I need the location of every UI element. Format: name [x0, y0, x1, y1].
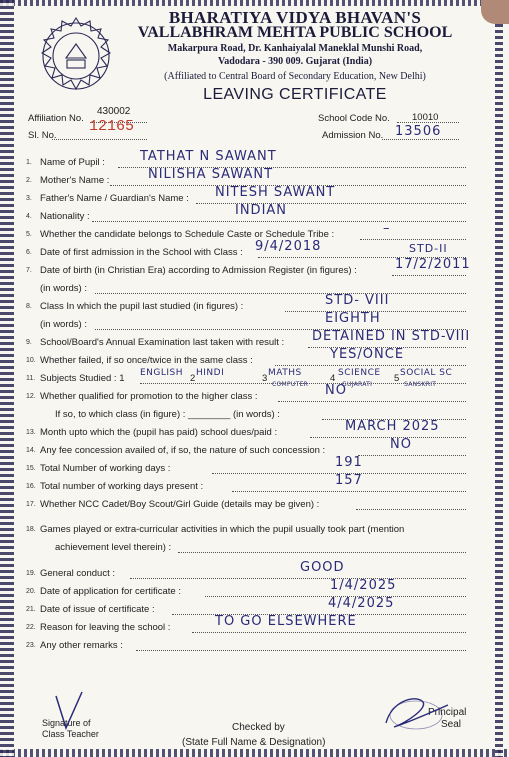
- serial-value: 12165: [89, 118, 135, 135]
- affiliation-label: Affiliation No.: [28, 113, 84, 124]
- subject-name: MATHS: [268, 368, 302, 378]
- field-number: 22.: [26, 624, 36, 631]
- field-label: Nationality :: [40, 211, 90, 222]
- field-line: [232, 491, 466, 492]
- field-label: (in words) :: [40, 319, 87, 330]
- field-number: 17.: [26, 501, 36, 508]
- field-line: [192, 632, 466, 633]
- field-label: Date of application for certificate :: [40, 586, 181, 597]
- field-number: 15.: [26, 465, 36, 472]
- field-number: 23.: [26, 642, 36, 649]
- field-label: Month upto which the (pupil has paid) school dues/paid :: [40, 427, 278, 438]
- seal-label: Seal: [441, 719, 462, 730]
- field-number: 2.: [26, 177, 32, 184]
- field-number: 19.: [26, 570, 36, 577]
- top-border: [0, 0, 509, 6]
- field-value: EIGHTH: [325, 311, 381, 326]
- field-label: Any fee concession availed of, if so, the nature of such concession :: [40, 445, 326, 456]
- field-line: [278, 401, 466, 402]
- field-value: YES/ONCE: [330, 347, 405, 362]
- subject-second-language: GUJARATI: [342, 381, 373, 388]
- thumb: [481, 0, 509, 24]
- field-number: 6.: [26, 249, 32, 256]
- school-code-label: School Code No.: [318, 113, 390, 124]
- subject-number: 4: [330, 373, 336, 384]
- field-value: 17/2/2011: [395, 257, 471, 272]
- field-label: Games played or extra-curricular activities in which the pupil usually took part (mention: [40, 524, 405, 535]
- field-number: 3.: [26, 195, 32, 202]
- field-label: School/Board's Annual Examination last taken with result :: [40, 337, 285, 348]
- field-label: Date of first admission in the School with Class :: [40, 247, 243, 258]
- field-line: [360, 239, 466, 240]
- subject-name: SCIENCE: [338, 368, 381, 378]
- field-value: 191: [335, 455, 363, 470]
- field-line: [178, 552, 466, 553]
- field-number: 16.: [26, 483, 36, 490]
- field-number: 9.: [26, 339, 32, 346]
- field-line: [356, 509, 466, 510]
- subjects-line: [140, 383, 466, 384]
- field-line: [95, 293, 466, 294]
- field-number: 18.: [26, 526, 36, 533]
- field-label: Date of issue of certificate :: [40, 604, 155, 615]
- certificate-title: LEAVING CERTIFICATE: [203, 86, 387, 103]
- field-label: General conduct :: [40, 568, 115, 579]
- admission-value: 13506: [395, 124, 442, 139]
- field-value: TATHAT N SAWANT: [140, 149, 277, 164]
- field-number: 8.: [26, 303, 32, 310]
- field-number: 21.: [26, 606, 36, 613]
- class-teacher-signature-label: Signature of Class Teacher: [42, 718, 99, 739]
- principal-signature-icon: [382, 693, 452, 733]
- field-value: GOOD: [300, 560, 345, 575]
- field-label: Any other remarks :: [40, 640, 123, 651]
- field-value: 157: [335, 473, 363, 488]
- field-value: INDIAN: [235, 203, 288, 218]
- field-line: [136, 650, 466, 651]
- field-label: If so, to which class (in figure) : ________ (in words) :: [55, 409, 280, 420]
- field-number: 4.: [26, 213, 32, 220]
- serial-line: [52, 139, 147, 140]
- field-number: 10.: [26, 357, 36, 364]
- field-value: STD- VIII: [325, 293, 390, 308]
- field-label: Whether the candidate belongs to Schedule Caste or Schedule Tribe :: [40, 229, 335, 240]
- field-label: Subjects Studied : 1: [40, 373, 125, 384]
- field-label: Date of birth (in Christian Era) according to Admission Register (in figures) :: [40, 265, 357, 276]
- subject-number: 3: [262, 373, 268, 384]
- field-line: [130, 578, 466, 579]
- serial-label: Sl. No.: [28, 130, 57, 141]
- field-number: 12.: [26, 393, 36, 400]
- field-value: MARCH 2025: [345, 419, 440, 434]
- field-value: 9/4/2018: [255, 239, 322, 254]
- field-label: Whether qualified for promotion to the higher class :: [40, 391, 258, 402]
- affiliation-note: (Affiliated to Central Board of Secondary Education, New Delhi): [164, 71, 426, 82]
- affiliation-value: 430002: [97, 106, 131, 117]
- address-line2: Vadodara - 390 009. Gujarat (India): [217, 56, 373, 67]
- field-value: NITESH SAWANT: [215, 185, 336, 200]
- field-line: [310, 437, 466, 438]
- admission-label: Admission No.: [322, 130, 384, 141]
- admission-line: [382, 139, 459, 140]
- school-name-line2: VALLABHRAM MEHTA PUBLIC SCHOOL: [137, 24, 453, 41]
- field-number: 14.: [26, 447, 36, 454]
- field-label: Mother's Name :: [40, 175, 110, 186]
- subject-second-language: SANSKRIT: [404, 381, 437, 388]
- subject-number: 2: [190, 373, 196, 384]
- right-border: [495, 0, 503, 757]
- field-label: Name of Pupil :: [40, 157, 105, 168]
- field-label: Class In which the pupil last studied (in figures) :: [40, 301, 244, 312]
- field-value: NO: [390, 437, 412, 452]
- field-line: [275, 365, 466, 366]
- field-value: TO GO ELSEWHERE: [215, 614, 357, 629]
- subject-name: HINDI: [196, 368, 225, 378]
- field-line: [92, 221, 466, 222]
- field-label: achievement level therein) :: [55, 542, 172, 553]
- principal-label: Principal: [428, 707, 467, 718]
- field-label: Whether NCC Cadet/Boy Scout/Girl Guide (details may be given) :: [40, 499, 320, 510]
- field-label: Father's Name / Guardian's Name :: [40, 193, 189, 204]
- school-code-value: 10010: [412, 112, 439, 123]
- field-label: (in words) :: [40, 283, 87, 294]
- field-value: 1/4/2025: [330, 578, 397, 593]
- field-number: 11.: [26, 375, 36, 382]
- first-admission-class: STD-II: [409, 242, 448, 255]
- address-line1: Makarpura Road, Dr. Kanhaiyalal Maneklal Munshi Road,: [167, 43, 423, 54]
- field-value: –: [383, 221, 391, 236]
- field-number: 1.: [26, 159, 32, 166]
- checked-by-note: (State Full Name & Designation): [182, 737, 326, 748]
- field-value: NILISHA SAWANT: [148, 167, 274, 182]
- subject-second-language: COMPUTER: [272, 381, 309, 388]
- field-value: 4/4/2025: [328, 596, 395, 611]
- left-border: [0, 0, 14, 757]
- school-name-line1: BHARATIYA VIDYA BHAVAN'S: [168, 8, 422, 27]
- field-number: 13.: [26, 429, 36, 436]
- field-number: 7.: [26, 267, 32, 274]
- field-value: NO: [325, 383, 347, 398]
- subject-name: SOCIAL SC: [400, 368, 453, 378]
- field-number: 5.: [26, 231, 32, 238]
- subject-number: 5: [394, 373, 400, 384]
- field-label: Whether failed, if so once/twice in the same class :: [40, 355, 253, 366]
- teacher-signature-icon: [52, 690, 102, 734]
- field-line: [392, 275, 466, 276]
- field-label: Total Number of working days :: [40, 463, 171, 474]
- checked-by-label: Checked by: [232, 722, 285, 733]
- field-label: Total number of working days present :: [40, 481, 204, 492]
- field-label: Reason for leaving the school :: [40, 622, 171, 633]
- field-number: 20.: [26, 588, 36, 595]
- field-line: [358, 455, 466, 456]
- subject-name: ENGLISH: [140, 368, 184, 378]
- bottom-border: [0, 749, 509, 757]
- field-value: DETAINED IN STD-VIII: [312, 329, 471, 344]
